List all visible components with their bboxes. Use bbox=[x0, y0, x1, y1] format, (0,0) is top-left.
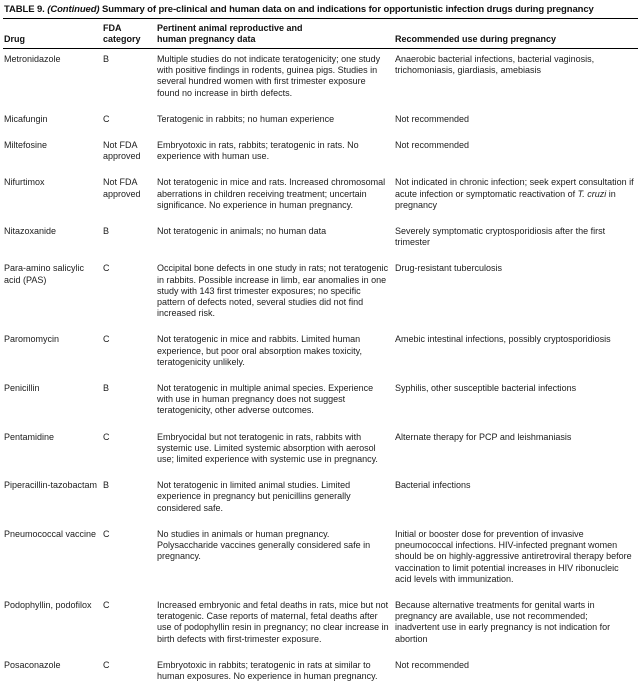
recommended-use-cell: Initial or booster dose for prevention of invasive pneumococcal infections. HIV-infected pregnant women should be on highly-aggressive antiretroviral therapy before vaccination to limit potential increases in HIV ribonucleic acid levels with immunization. bbox=[395, 528, 632, 584]
fda-category-cell: C bbox=[103, 659, 110, 670]
column-header-fda-category bbox=[102, 19, 156, 49]
fda-category-cell: Not FDA approved bbox=[103, 140, 141, 162]
fda-category-cell: C bbox=[103, 263, 110, 274]
drug-name-cell: Micafungin bbox=[4, 113, 48, 124]
table-continued-label: (Continued) bbox=[47, 4, 100, 15]
table-row-pneumococcal-vaccine bbox=[3, 529, 638, 600]
fda-category-cell: C bbox=[103, 528, 110, 539]
drug-name-cell: Pneumococcal vaccine bbox=[4, 528, 97, 539]
pregnancy-data-cell: Not teratogenic in multiple animal species. Experience with use in human pregnancy does not suggest teratogenicity, other adverse outcomes. bbox=[157, 383, 374, 416]
pregnancy-data-cell: Occipital bone defects in one study in rats; not teratogenic in rabbits. Possible increase in limb, ear anomalies in one study with 143 first trimester exposures; no specific pattern of defects noted, several studies did not find increased risk. bbox=[157, 263, 389, 319]
table-row-penicillin bbox=[3, 383, 638, 432]
drug-name-cell: Nitazoxanide bbox=[4, 226, 57, 237]
table-row-nitazoxanide bbox=[3, 226, 638, 263]
table-row-posaconazole bbox=[3, 660, 638, 686]
recommended-use-cell: Anaerobic bacterial infections, bacterial vaginosis, trichomoniasis, giardiasis, amebiasis bbox=[395, 54, 595, 76]
table-number-label: TABLE 9. bbox=[4, 4, 45, 15]
drug-name-cell: Piperacillin-tazobactam bbox=[4, 480, 98, 491]
table-row-nifurtimox bbox=[3, 177, 638, 226]
drug-name-cell: Para-amino salicylic acid (PAS) bbox=[4, 263, 85, 285]
drug-name-cell: Posaconazole bbox=[4, 659, 61, 670]
table-title bbox=[3, 4, 638, 19]
use-text-after: in pregnancy bbox=[395, 188, 616, 210]
fda-category-cell: B bbox=[103, 54, 110, 64]
recommended-use-cell: Severely symptomatic cryptosporidiosis after the first trimester bbox=[395, 226, 606, 248]
oi-drugs-pregnancy-table bbox=[3, 19, 638, 686]
drug-name-cell: Penicillin bbox=[4, 383, 40, 394]
table-body bbox=[3, 49, 638, 686]
pregnancy-data-cell: Not teratogenic in animals; no human data bbox=[157, 226, 327, 237]
table-title-text: Summary of pre-clinical and human data on and indications for opportunistic infection drugs during pregnancy bbox=[102, 4, 594, 15]
recommended-use-cell: Alternate therapy for PCP and leishmaniasis bbox=[395, 431, 572, 442]
fda-category-cell: C bbox=[103, 113, 110, 124]
pregnancy-data-cell: Not teratogenic in mice and rabbits. Limited human experience, but poor oral absorption makes toxicity, teratogenicity unlikely. bbox=[157, 334, 362, 367]
table-row-para-amino-salicylic-acid bbox=[3, 263, 638, 334]
fda-category-cell: B bbox=[103, 226, 110, 237]
recommended-use-cell: Because alternative treatments for genital warts in pregnancy are available, use not recommended; inadvertent use in early pregnancy is not indication for abortion bbox=[395, 599, 611, 644]
fda-header-line1: FDA bbox=[103, 23, 122, 33]
drug-name-cell: Miltefosine bbox=[4, 140, 48, 151]
recommended-use-cell: Amebic intestinal infections, possibly cryptosporidiosis bbox=[395, 334, 611, 345]
column-header-recommended-use: Recommended use during pregnancy bbox=[394, 19, 638, 49]
table-row-micafungin bbox=[3, 114, 638, 140]
table-row-metronidazole bbox=[3, 49, 638, 114]
fda-category-cell: B bbox=[103, 383, 110, 394]
column-header-drug: Drug bbox=[3, 19, 102, 49]
recommended-use-cell: Not recommended bbox=[395, 113, 470, 124]
data-header-line2: human pregnancy data bbox=[157, 34, 256, 44]
pathogen-name-italic: T. cruzi bbox=[577, 188, 607, 199]
drug-name-cell: Paromomycin bbox=[4, 334, 60, 345]
pregnancy-data-cell: Embryotoxic in rats, rabbits; teratogenic in rats. No experience with human use. bbox=[157, 140, 359, 162]
pregnancy-data-cell: Embryotoxic in rabbits; teratogenic in rats at similar to human exposures. No experience in human pregnancy. bbox=[157, 659, 378, 681]
table-row-miltefosine bbox=[3, 140, 638, 177]
recommended-use-cell bbox=[394, 177, 638, 226]
drug-name-cell: Pentamidine bbox=[4, 431, 55, 442]
recommended-use-cell: Syphilis, other susceptible bacterial infections bbox=[395, 383, 577, 394]
pregnancy-data-cell: Embryocidal but not teratogenic in rats, rabbits with systemic use. Limited systemic absorption with aerosol use; limited experience with systemic use in pregnancy. bbox=[157, 431, 378, 465]
pregnancy-data-cell: Not teratogenic in mice and rats. Increased chromosomal aberrations in children receiving treatment; uncertain significance. No experience in human pregnancy. bbox=[157, 177, 386, 210]
table-row-pentamidine bbox=[3, 432, 638, 481]
column-header-pregnancy-data bbox=[156, 19, 394, 49]
pregnancy-data-cell: No studies in animals or human pregnancy. Polysaccharide vaccines generally considered safe in pregnancy. bbox=[157, 528, 371, 562]
data-header-line1: Pertinent animal reproductive and bbox=[157, 23, 303, 33]
recommended-use-cell: Bacterial infections bbox=[395, 480, 471, 491]
drug-name-cell: Nifurtimox bbox=[4, 177, 45, 188]
recommended-use-cell: Drug-resistant tuberculosis bbox=[395, 263, 503, 274]
pregnancy-data-cell: Not teratogenic in limited animal studies. Limited experience in pregnancy but penicillins generally considered safe. bbox=[157, 480, 351, 513]
fda-category-cell: B bbox=[103, 480, 110, 491]
table-row-piperacillin-tazobactam bbox=[3, 480, 638, 529]
fda-category-cell: C bbox=[103, 334, 110, 345]
recommended-use-cell: Not recommended bbox=[395, 659, 470, 670]
fda-header-line2: category bbox=[103, 34, 141, 44]
fda-category-cell: C bbox=[103, 431, 110, 442]
pregnancy-data-cell: Increased embryonic and fetal deaths in rats, mice but not teratogenic. Case reports of maternal, fetal deaths after use of podophyllin resin in pregnancy; no clear increase in birth defects with first-trimester exposure. bbox=[157, 599, 389, 644]
recommended-use-cell: Not recommended bbox=[395, 140, 470, 151]
fda-category-cell: Not FDA approved bbox=[103, 177, 141, 199]
header-row bbox=[3, 19, 638, 49]
pregnancy-data-cell: Teratogenic in rabbits; no human experience bbox=[157, 113, 335, 124]
table-header bbox=[3, 19, 638, 49]
drug-name-cell: Metronidazole bbox=[4, 54, 61, 64]
fda-category-cell: C bbox=[103, 599, 110, 610]
table-row-podophyllin-podofilox bbox=[3, 600, 638, 660]
drug-name-cell: Podophyllin, podofilox bbox=[4, 599, 92, 610]
use-text-before: Not indicated in chronic infection; seek expert consultation if acute infection or symptomatic reactivation of bbox=[395, 177, 634, 199]
table-row-paromomycin bbox=[3, 334, 638, 383]
pregnancy-data-cell: Multiple studies do not indicate teratogenicity; one study with positive findings in rodents, guinea pigs. Studies in several hundred women with first trimester exposure found no increase in birth defects. bbox=[157, 54, 381, 98]
